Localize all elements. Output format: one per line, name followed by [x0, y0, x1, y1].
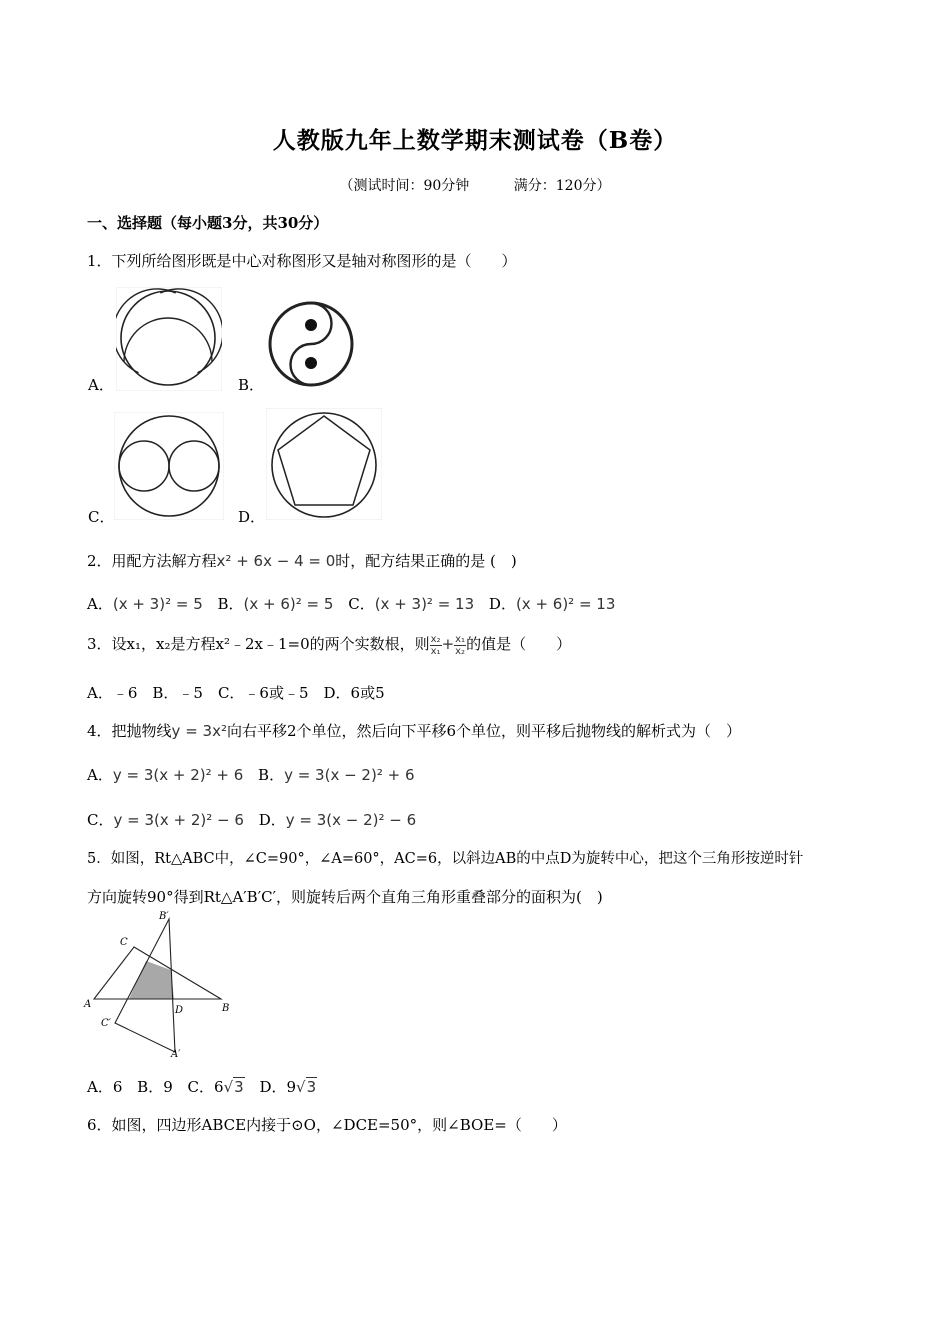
- q4-stem: [87, 720, 741, 741]
- q2-stem-post: 时，配方结果正确的是 ( ): [335, 552, 517, 570]
- q3-stem-post: 的值是（ ）: [466, 635, 572, 653]
- q1-option-d-label: D．: [238, 508, 266, 526]
- q2-option-d: D．(x + 6)² = 13: [488, 595, 616, 613]
- page-subtitle: [0, 175, 950, 195]
- q2-stem: [87, 550, 517, 571]
- q4-options-row2: [87, 809, 426, 830]
- section-heading: 一、选择题（每小题3分，共30分）: [87, 214, 329, 232]
- two-circles-in-circle-icon: [114, 412, 224, 520]
- q1-option-a-label: A．: [88, 376, 114, 394]
- q3-fraction-2: $\frac{\text{x₁}}{\text{x₂}}$: [455, 633, 466, 657]
- test-time: （测试时间：90分钟: [339, 178, 470, 194]
- q2-stem-pre: 2．用配方法解方程: [87, 552, 217, 570]
- q3-stem-pre: 3．设x₁，x₂是方程x²﹣2x﹣1=0的两个实数根，则: [87, 635, 430, 653]
- q2-option-c: C．(x + 3)² = 13: [348, 595, 475, 613]
- q4-option-b: B．y = 3(x − 2)² + 6: [258, 766, 415, 784]
- q2-options: [87, 593, 625, 614]
- q4-options-row1: [87, 764, 425, 785]
- q4-stem-pre: 4．把抛物线: [87, 722, 172, 740]
- q5-stem-line1: 5．如图，Rt△ABC中，∠C=90°，∠A=60°，AC=6，以斜边AB的中点D为旋转中心，把这个三角形按逆时针: [87, 851, 804, 867]
- q4-option-d: D．y = 3(x − 2)² − 6: [258, 811, 417, 829]
- q1-option-b-label: B．: [238, 376, 265, 394]
- q1-stem: 1．下列所给图形既是中心对称图形又是轴对称图形的是（ ）: [87, 252, 517, 270]
- label-a-prime: A′: [171, 1049, 181, 1060]
- q1-option-c-label: C．: [88, 508, 115, 526]
- q5-option-a: A．6: [87, 1078, 123, 1096]
- label-c: C: [120, 937, 128, 948]
- q2-option-a: A．(x + 3)² = 5: [87, 595, 203, 613]
- q3-stem: [87, 633, 571, 657]
- three-arc-circle-icon: [116, 287, 222, 391]
- page-title: 人教版九年上数学期末测试卷（B卷）: [272, 127, 678, 154]
- q3-plus: +: [441, 635, 455, 653]
- label-b-prime: B′: [159, 911, 169, 922]
- q5-options: [87, 1076, 327, 1097]
- q4-option-a: A．y = 3(x + 2)² + 6: [87, 766, 244, 784]
- pentagon-in-circle-icon: [266, 408, 382, 520]
- q4-stem-post: 向右平移2个单位，然后向下平移6个单位，则平移后抛物线的解析式为（ ）: [226, 722, 742, 740]
- q2-option-b: B．(x + 6)² = 5: [217, 595, 334, 613]
- q4-equation: y = 3x²: [171, 722, 227, 740]
- label-d: D: [175, 1005, 184, 1016]
- q5-option-c: C．6√3: [187, 1078, 244, 1096]
- q4-option-c: C．y = 3(x + 2)² − 6: [87, 811, 244, 829]
- rotated-triangles-diagram: [82, 910, 242, 1062]
- q6-stem: 6．如图，四边形ABCE内接于⊙O，∠DCE=50°，则∠BOE=（ ）: [87, 1116, 567, 1134]
- label-c-prime: C′: [101, 1018, 111, 1029]
- yin-yang-icon: [266, 298, 356, 390]
- label-a: A: [84, 999, 92, 1010]
- label-b: B: [222, 1003, 230, 1014]
- q5-option-d: D．9√3: [259, 1078, 317, 1096]
- q5-option-b: B．9: [137, 1078, 173, 1096]
- q2-equation: x² + 6x − 4 = 0: [216, 552, 336, 570]
- q5-stem-line2: 方向旋转90°得到Rt△A′B′C′，则旋转后两个直角三角形重叠部分的面积为( ): [87, 888, 603, 906]
- q3-options: A．﹣6 B．﹣5 C．﹣6或﹣5 D．6或5: [87, 684, 385, 702]
- q3-fraction-1: $\frac{\text{x₂}}{\text{x₁}}$: [430, 633, 441, 657]
- full-score: 满分：120分）: [513, 178, 611, 194]
